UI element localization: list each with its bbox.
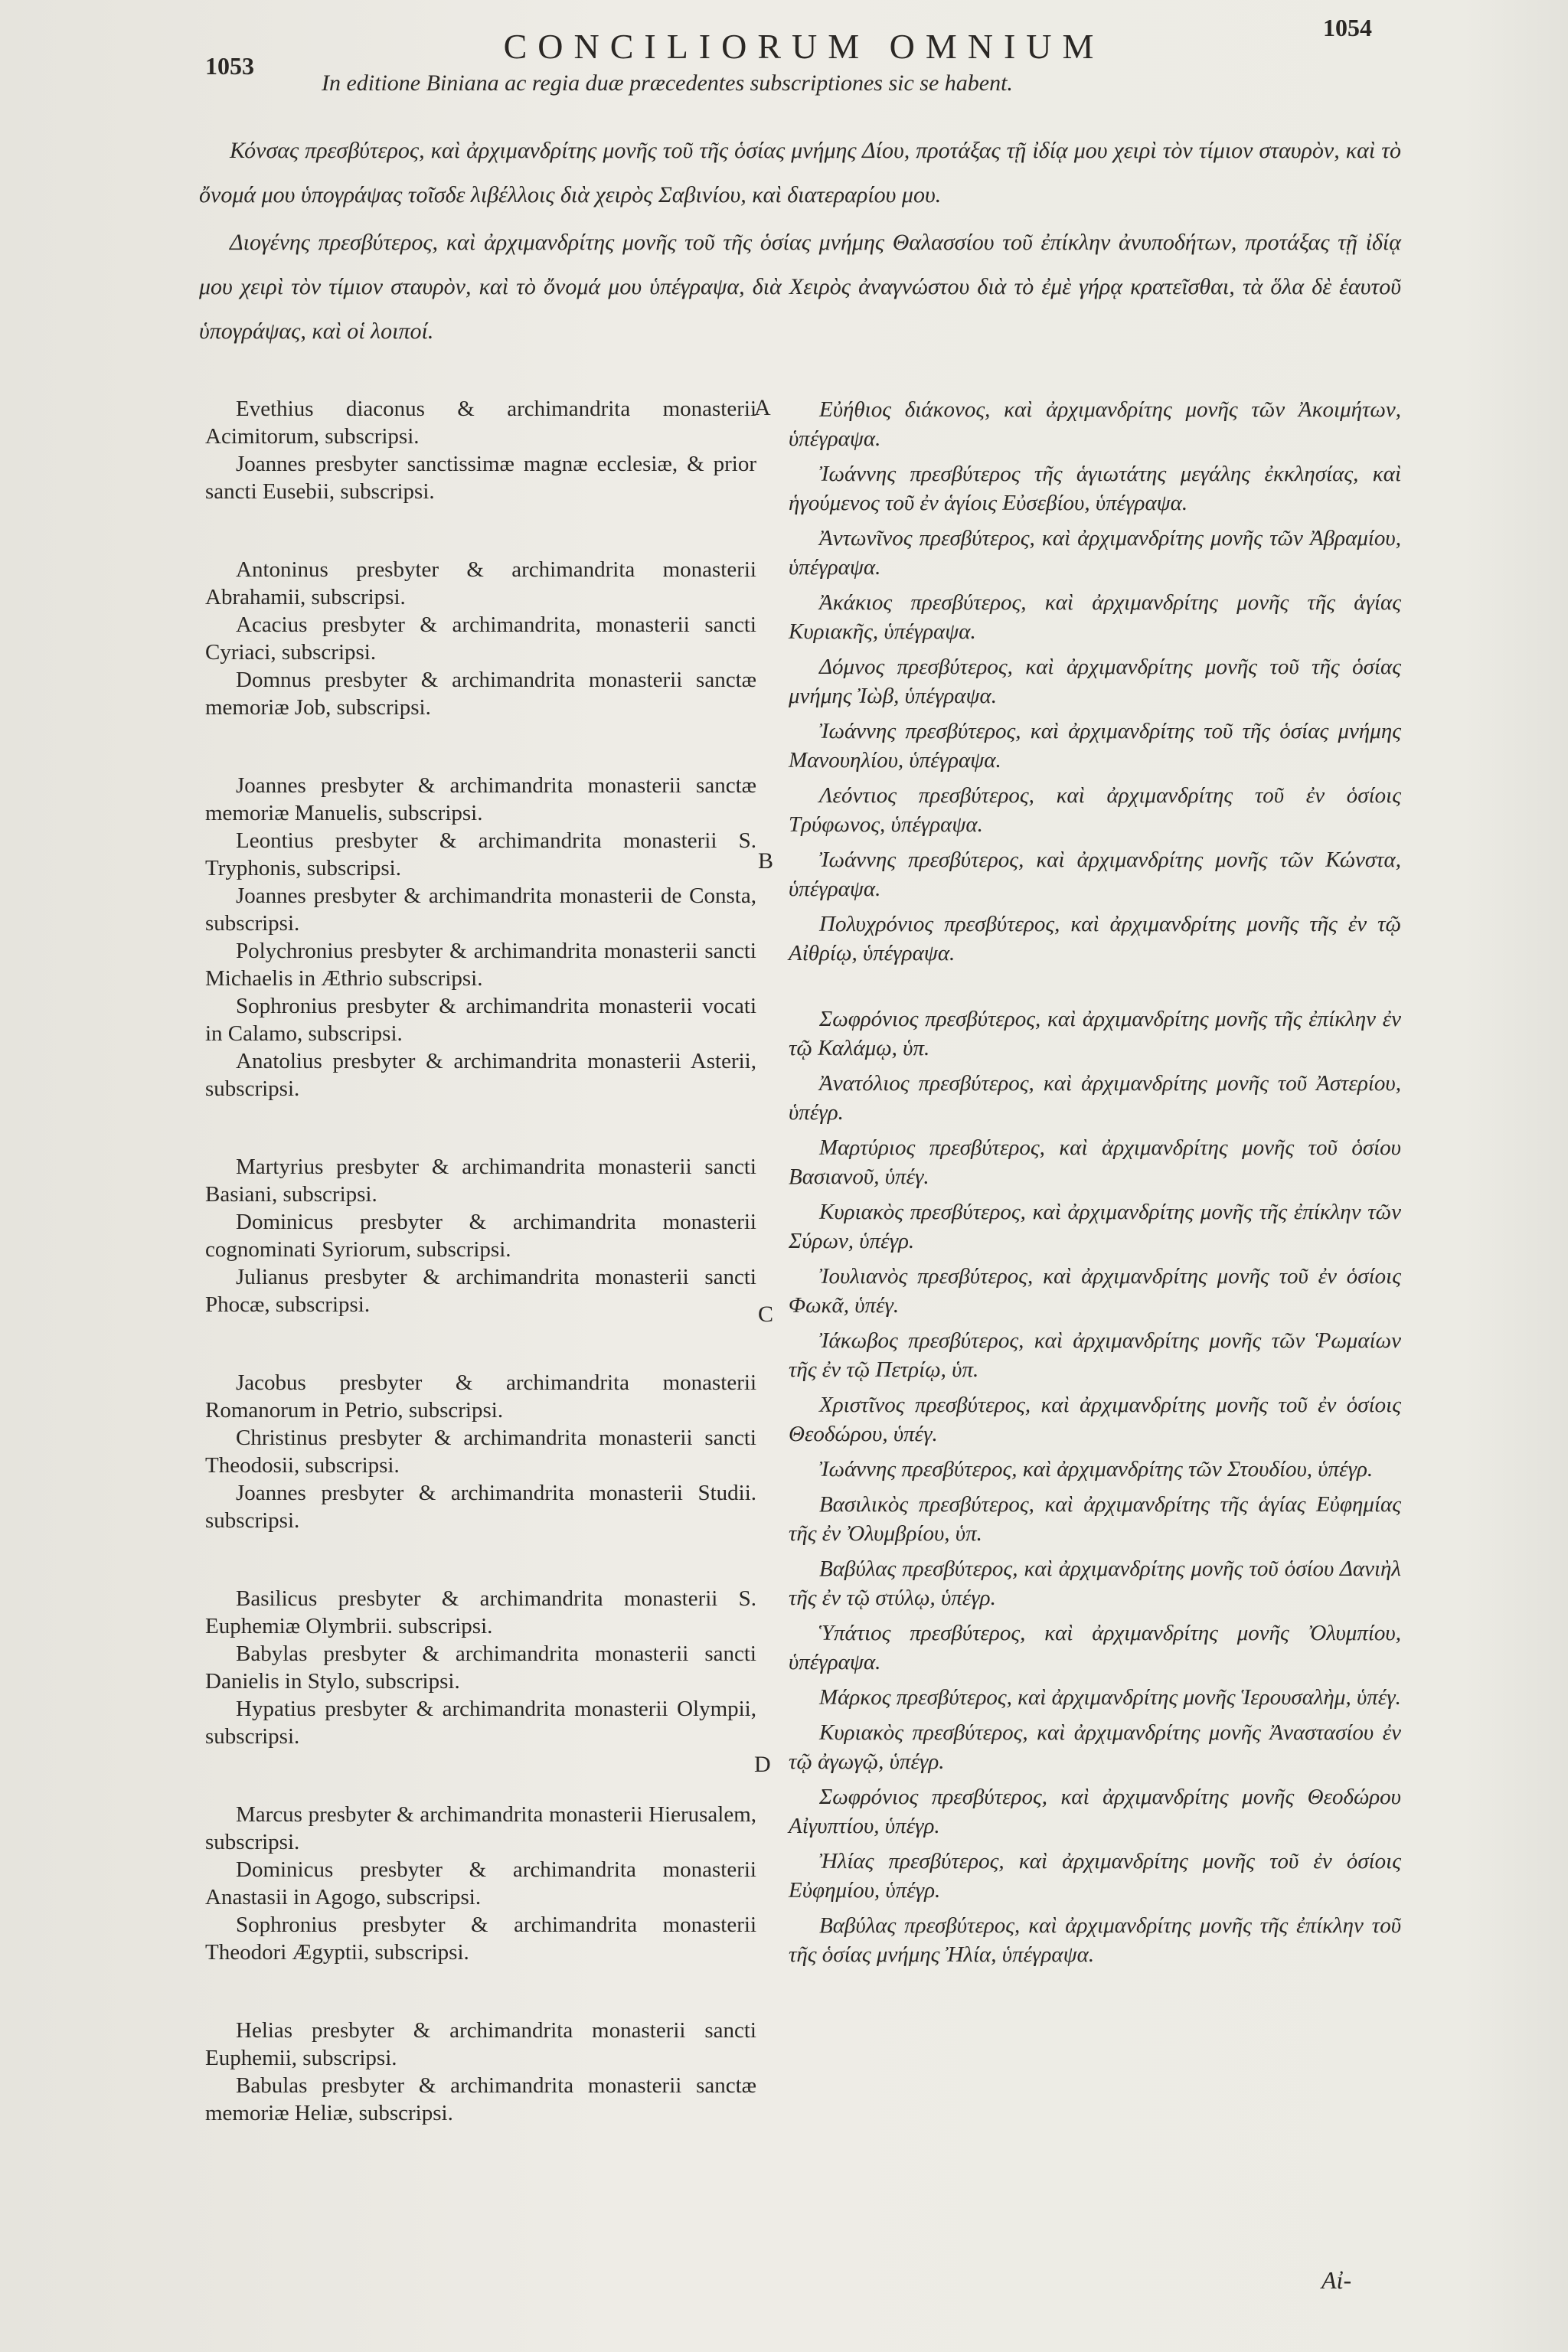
greek-subscription: Πολυχρόνιος πρεσβύτερος, καὶ ἀρχιμανδρίτης μονῆς τῆς ἐν τῷ Αἰθρίῳ, ὑπέγραψα. <box>789 912 1401 965</box>
greek-column <box>789 395 1401 1975</box>
greek-subscription: Ἰουλιανὸς πρεσβύτερος, καὶ ἀρχιμανδρίτης μονῆς τοῦ ἐν ὁσίοις Φωκᾶ, ὑπέγ. <box>789 1264 1401 1318</box>
greek-subscription: Ἰωάννης πρεσβύτερος, καὶ ἀρχιμανδρίτης μονῆς τῶν Κώνστα, ὑπέγραψα. <box>789 848 1401 901</box>
entry-gap <box>205 1966 756 2017</box>
latin-subscription: Hypatius presbyter & archimandrita monasterii Olympii, subscripsi. <box>205 1697 756 1749</box>
latin-subscription: Marcus presbyter & archimandrita monasterii Hierusalem, subscripsi. <box>205 1802 756 1854</box>
page-number-left: 1053 <box>205 52 254 80</box>
greek-subscription: Ἠλίας πρεσβύτερος, καὶ ἀρχιμανδρίτης μονῆς τοῦ ἐν ὁσίοις Εὐφημίου, ὑπέγρ. <box>789 1849 1401 1903</box>
greek-subscription: Χριστῖνος πρεσβύτερος, καὶ ἀρχιμανδρίτης μονῆς τοῦ ἐν ὁσίοις Θεοδώρου, ὑπέγ. <box>789 1393 1401 1446</box>
greek-subscription: Σωφρόνιος πρεσβύτερος, καὶ ἀρχιμανδρίτης μονῆς Θεοδώρου Αἰγυπτίου, ὑπέγρ. <box>789 1785 1401 1838</box>
entry-gap <box>205 505 756 556</box>
greek-subscription: Ἰωάννης πρεσβύτερος, καὶ ἀρχιμανδρίτης τῶν Στουδίου, ὑπέγρ. <box>819 1457 1374 1481</box>
margin-letter-c: C <box>758 1302 774 1327</box>
latin-subscription: Sophronius presbyter & archimandrita monasterii Theodori Ægyptii, subscripsi. <box>205 1913 756 1965</box>
entry-gap <box>205 721 756 772</box>
greek-paragraph: Διογένης πρεσβύτερος, καὶ ἀρχιμανδρίτης μονῆς τοῦ τῆς ὁσίας μνήμης Θαλασσίου τοῦ ἐπίκλην ἀνυποδήτων, προτάξας τῇ ἰδίᾳ μου χειρὶ τὸν τίμιον σταυρὸν, καὶ τὸ ὄνομά μου ὑπέγραψα, διὰ Χειρὸς ἀναγνώστου διὰ τὸ ἐμὲ γήρᾳ κρατεῖσθαι, τὰ ὅλα δὲ ἑαυτοῦ ὑπογράψας, καὶ οἱ λοιποί. <box>199 230 1401 344</box>
margin-letter-b: B <box>758 848 774 874</box>
greek-subscription: Ἰωάννης πρεσβύτερος, καὶ ἀρχιμανδρίτης τοῦ τῆς ὁσίας μνήμης Μανουηλίου, ὑπέγραψα. <box>789 719 1401 773</box>
latin-subscription: Anatolius presbyter & archimandrita monasterii Asterii, subscripsi. <box>205 1049 756 1101</box>
latin-subscription: Dominicus presbyter & archimandrita monasterii Anastasii in Agogo, subscripsi. <box>205 1857 756 1909</box>
greek-subscription: Ἀνατόλιος πρεσβύτερος, καὶ ἀρχιμανδρίτης μονῆς τοῦ Ἀστερίου, ὑπέγρ. <box>789 1071 1401 1125</box>
latin-subscription: Helias presbyter & archimandrita monasterii sancti Euphemii, subscripsi. <box>205 2018 756 2070</box>
greek-subscription: Σωφρόνιος πρεσβύτερος, καὶ ἀρχιμανδρίτης μονῆς τῆς ἐπίκλην ἐν τῷ Καλάμῳ, ὑπ. <box>789 1007 1401 1060</box>
greek-subscription: Βαβύλας πρεσβύτερος, καὶ ἀρχιμανδρίτης μονῆς τοῦ ὁσίου Δανιὴλ τῆς ἐν τῷ στύλῳ, ὑπέγρ. <box>789 1557 1401 1610</box>
latin-subscription: Babulas presbyter & archimandrita monasterii sanctæ memoriæ Heliæ, subscripsi. <box>205 2073 756 2125</box>
entry-gap <box>205 1318 756 1369</box>
greek-subscription: Βασιλικὸς πρεσβύτερος, καὶ ἀρχιμανδρίτης τῆς ἁγίας Εὐφημίας τῆς ἐν Ὀλυμβρίου, ὑπ. <box>789 1492 1401 1546</box>
entry-gap <box>789 974 1401 1004</box>
latin-subscription: Leontius presbyter & archimandrita monasterii S. Tryphonis, subscripsi. <box>205 828 756 880</box>
entry-gap <box>205 1750 756 1801</box>
greek-subscription: Μαρτύριος πρεσβύτερος, καὶ ἀρχιμανδρίτης μονῆς τοῦ ὁσίου Βασιανοῦ, ὑπέγ. <box>789 1135 1401 1189</box>
catchword: Αἰ- <box>1321 2266 1352 2294</box>
greek-paragraph: Κόνσας πρεσβύτερος, καὶ ἀρχιμανδρίτης μονῆς τοῦ τῆς ὁσίας μνήμης Δίου, προτάξας τῇ ἰδίᾳ μου χειρὶ τὸν τίμιον σταυρὸν, καὶ τὸ ὄνομά μου ὑπογράψας τοῖσδε λιβέλλοις διὰ χειρὸς Σαβινίου, καὶ διατεραρίου μου. <box>199 138 1401 207</box>
greek-subscription: Βαβύλας πρεσβύτερος, καὶ ἀρχιμανδρίτης μονῆς τῆς ἐπίκλην τοῦ τῆς ὁσίας μνήμης Ἠλία, ὑπέγραψα. <box>789 1913 1401 1967</box>
greek-subscription: Εὐήθιος διάκονος, καὶ ἀρχιμανδρίτης μονῆς τῶν Ἀκοιμήτων, ὑπέγραψα. <box>789 397 1401 451</box>
latin-subscription: Martyrius presbyter & archimandrita monasterii sancti Basiani, subscripsi. <box>205 1155 756 1207</box>
latin-subscription: Joannes presbyter & archimandrita monasterii sanctæ memoriæ Manuelis, subscripsi. <box>205 773 756 825</box>
running-head-title: CONCILIORUM OMNIUM <box>503 27 1105 66</box>
greek-subscription: Ὑπάτιος πρεσβύτερος, καὶ ἀρχιμανδρίτης μονῆς Ὀλυμπίου, ὑπέγραψα. <box>789 1621 1401 1674</box>
latin-subscription: Domnus presbyter & archimandrita monasterii sanctæ memoriæ Job, subscripsi. <box>205 668 756 720</box>
latin-subscription: Sophronius presbyter & archimandrita monasterii vocati in Calamo, subscripsi. <box>205 994 756 1046</box>
latin-subscription: Dominicus presbyter & archimandrita monasterii cognominati Syriorum, subscripsi. <box>205 1210 756 1262</box>
margin-letter-a: A <box>754 395 771 420</box>
entry-gap <box>205 1534 756 1585</box>
margin-letter-d: D <box>754 1752 771 1777</box>
greek-subscription: Ἰάκωβος πρεσβύτερος, καὶ ἀρχιμανδρίτης μονῆς τῶν Ῥωμαίων τῆς ἐν τῷ Πετρίῳ, ὑπ. <box>789 1328 1401 1382</box>
latin-subscription: Antoninus presbyter & archimandrita monasterii Abrahamii, subscripsi. <box>205 557 756 609</box>
latin-subscription: Acacius presbyter & archimandrita, monasterii sancti Cyriaci, subscripsi. <box>205 612 756 665</box>
page-edge-shadow <box>1461 0 1568 2352</box>
latin-subscription: Basilicus presbyter & archimandrita monasterii S. Euphemiæ Olymbrii. subscripsi. <box>205 1586 756 1638</box>
latin-column <box>205 395 756 2127</box>
latin-subscription: Joannes presbyter sanctissimæ magnæ ecclesiæ, & prior sancti Eusebii, subscripsi. <box>205 452 756 504</box>
latin-subscription: Christinus presbyter & archimandrita monasterii sancti Theodosii, subscripsi. <box>205 1426 756 1478</box>
entry-gap <box>205 1102 756 1153</box>
greek-subscription: Δόμνος πρεσβύτερος, καὶ ἀρχιμανδρίτης μονῆς τοῦ τῆς ὁσίας μνήμης Ἰὼβ, ὑπέγραψα. <box>789 655 1401 708</box>
greek-subscription: Μάρκος πρεσβύτερος, καὶ ἀρχιμανδρίτης μονῆς Ἱερουσαλὴμ, ὑπέγ. <box>819 1685 1401 1710</box>
latin-subscription: Babylas presbyter & archimandrita monasterii sancti Danielis in Stylo, subscripsi. <box>205 1642 756 1694</box>
greek-subscription: Ἰωάννης πρεσβύτερος τῆς ἁγιωτάτης μεγάλης ἐκκλησίας, καὶ ἡγούμενος τοῦ ἐν ἁγίοις Εὐσεβίου, ὑπέγραψα. <box>789 462 1401 515</box>
page-number-right: 1054 <box>1323 14 1372 41</box>
greek-subscriptions-block <box>199 129 1401 357</box>
latin-subscription: Julianus presbyter & archimandrita monasterii sancti Phocæ, subscripsi. <box>205 1265 756 1317</box>
latin-subscription: Evethius diaconus & archimandrita monasterii Acimitorum, subscripsi. <box>205 397 756 449</box>
latin-subscription: Joannes presbyter & archimandrita monasterii Studii. subscripsi. <box>205 1481 756 1533</box>
latin-subscription: Joannes presbyter & archimandrita monasterii de Consta, subscripsi. <box>205 884 756 936</box>
greek-subscription: Λεόντιος πρεσβύτερος, καὶ ἀρχιμανδρίτης τοῦ ἐν ὁσίοις Τρύφωνος, ὑπέγραψα. <box>789 783 1401 837</box>
greek-subscription: Ἀκάκιος πρεσβύτερος, καὶ ἀρχιμανδρίτης μονῆς τῆς ἁγίας Κυριακῆς, ὑπέγραψα. <box>789 590 1401 644</box>
greek-subscription: Κυριακὸς πρεσβύτερος, καὶ ἀρχιμανδρίτης μονῆς Ἀναστασίου ἐν τῷ ἀγωγῷ, ὑπέγρ. <box>789 1720 1401 1774</box>
intro-line: In editione Biniana ac regia duæ præcedentes subscriptiones sic se habent. <box>322 70 1013 96</box>
greek-subscription: Ἀντωνῖνος πρεσβύτερος, καὶ ἀρχιμανδρίτης μονῆς τῶν Ἀβραμίου, ὑπέγραψα. <box>789 526 1401 580</box>
greek-subscription: Κυριακὸς πρεσβύτερος, καὶ ἀρχιμανδρίτης μονῆς τῆς ἐπίκλην τῶν Σύρων, ὑπέγρ. <box>789 1200 1401 1253</box>
latin-subscription: Polychronius presbyter & archimandrita monasterii sancti Michaelis in Æthrio subscripsi. <box>205 939 756 991</box>
latin-subscription: Jacobus presbyter & archimandrita monasterii Romanorum in Petrio, subscripsi. <box>205 1370 756 1423</box>
